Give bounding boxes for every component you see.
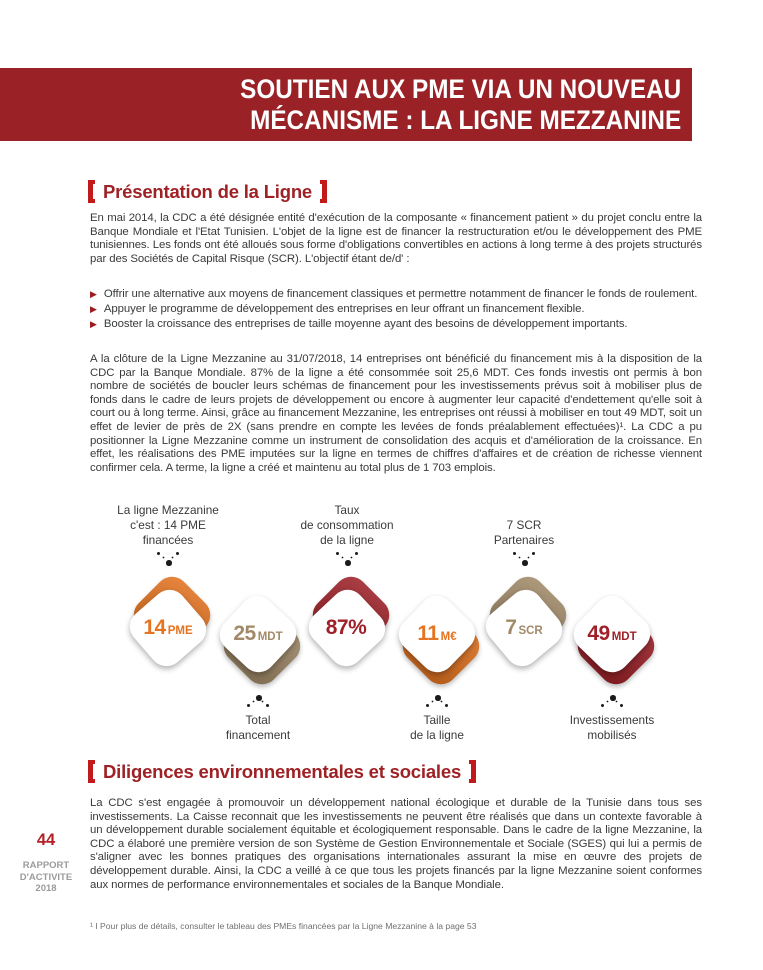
title-banner bbox=[0, 68, 692, 141]
infographic-bottom-label-investissements bbox=[532, 713, 692, 743]
label-line: de consommation bbox=[300, 518, 394, 532]
label-line: c'est : 14 PME bbox=[130, 518, 206, 532]
bracket-close-icon bbox=[469, 760, 476, 783]
bullet-text: Booster la croissance des entreprises de taille moyenne ayant des besoins de développement importants. bbox=[103, 318, 628, 331]
dots-connector-icon bbox=[243, 694, 273, 710]
dots-connector-icon bbox=[332, 551, 362, 567]
infographic-bottom-label-taille bbox=[357, 713, 517, 743]
infographic-top-label-pme bbox=[88, 503, 248, 548]
dots-connector-icon bbox=[153, 551, 183, 567]
list-item bbox=[90, 303, 702, 317]
bullet-list bbox=[90, 288, 702, 333]
list-item bbox=[90, 318, 702, 332]
stat-value: 11 bbox=[417, 622, 439, 645]
footnote: ¹ I Pour plus de détails, consulter le tableau des PMEs financées par la Ligne Mezzanine à la page 53 bbox=[90, 921, 477, 931]
section2-paragraph: La CDC s'est engagée à promouvoir un développement national écologique et durable de la Tunisie dans tous ses investissements. La Caisse reconnait que les investissements ne peuvent être réalisés que dans un contexte favorable à un développement durable socialement équitable et écologiquement responsable. Dans le cadre de la ligne Mezzanine, la CDC a élaboré une première version de son Système de Gestion Environnementale et Sociale (SGES) qui lui a permis de s'aligner avec les bonnes pratiques des organisations internationales assurant la mise en œuvre des projets de développement durable. Ainsi, la CDC a veillé à ce que tous les projets financés par la ligne Mezzanine soient conformes aux normes de performance environnementales et sociales de la Banque Mondiale. bbox=[90, 797, 702, 891]
dots-connector-icon bbox=[509, 551, 539, 567]
stat-unit: M€ bbox=[440, 631, 457, 643]
stat-value: 25 bbox=[233, 622, 256, 645]
stat-unit: MDT bbox=[257, 631, 283, 643]
page-number: 44 bbox=[36, 831, 56, 849]
arrow-bullet-icon: ▶ bbox=[90, 304, 97, 315]
stat-value: 87% bbox=[325, 616, 367, 639]
report-label-line: 2018 bbox=[35, 883, 57, 894]
label-line: de la ligne bbox=[410, 728, 464, 742]
infographic-top-label-scr bbox=[444, 518, 604, 548]
bullet-text: Appuyer le programme de développement des entreprises en leur offrant un financement flexible. bbox=[103, 303, 585, 316]
section1-heading bbox=[88, 180, 327, 203]
stat-value: 14 bbox=[143, 616, 166, 639]
diamond-value-label bbox=[554, 622, 670, 649]
banner-title-line1: SOUTIEN AUX PME VIA UN NOUVEAU bbox=[240, 73, 682, 104]
stat-unit: MDT bbox=[611, 631, 637, 643]
report-label bbox=[14, 860, 78, 895]
label-line: La ligne Mezzanine bbox=[117, 503, 219, 517]
section1-title: Présentation de la Ligne bbox=[103, 180, 313, 202]
bracket-close-icon bbox=[320, 180, 327, 203]
bracket-open-icon bbox=[88, 180, 95, 203]
stat-unit: PME bbox=[167, 625, 193, 637]
label-line: Taille bbox=[423, 713, 451, 727]
report-label-line: D'ACTIVITE bbox=[19, 871, 73, 883]
stat-unit: SCR bbox=[518, 625, 543, 637]
bullet-text: Offrir une alternative aux moyens de financement classiques et permettre notamment de financer le fonds de roulement. bbox=[103, 288, 698, 300]
label-line: de la ligne bbox=[320, 533, 374, 547]
banner-title-line2: MÉCANISME : LA LIGNE MEZZANINE bbox=[250, 104, 682, 135]
label-line: financées bbox=[142, 533, 194, 547]
list-item bbox=[90, 288, 702, 302]
infographic-bottom-label-financement bbox=[178, 713, 338, 743]
dots-connector-icon bbox=[597, 694, 627, 710]
section1-paragraph2: A la clôture de la Ligne Mezzanine au 31/07/2018, 14 entreprises ont bénéficié du financement mis à la disposition de la CDC par la Banque Mondiale. 87% de la ligne a été consommée soit 25,6 MDT. Ces fonds investis ont permis à bon nombre de sociétés de boucler leurs schémas de financement pour les investissements prévus soit à mobiliser plus de fonds dans le cadre de leurs projets de développement ou encore à augmenter leur capacité d'endettement qu'elle soit à court ou à long terme. Ainsi, grâce au financement Mezzanine, les entreprises ont réussi à mobiliser en tout 49 MDT, soit un effet de levier de près de 2X (sans prendre en compte les levées de fonds préalablement effectuées)¹. La CDC a pu positionner la Ligne Mezzanine comme un instrument de consolidation des acquis et d'amélioration de la croissance. En effet, les réalisations des PME imputées sur la ligne en termes de chiffres d'affaires et de création de richesse viennent confirmer cela. A terme, la ligne a créé et maintenu au total plus de 1 703 emplois. bbox=[90, 353, 702, 474]
section2-title: Diligences environnementales et sociales bbox=[103, 760, 462, 782]
label-line: Partenaires bbox=[493, 533, 555, 547]
infographic-top-label-taux bbox=[267, 503, 427, 548]
label-line: Total bbox=[245, 713, 271, 727]
section2-heading bbox=[88, 760, 476, 783]
dots-connector-icon bbox=[422, 694, 452, 710]
report-label-line: RAPPORT bbox=[22, 860, 70, 871]
stat-value: 7 bbox=[505, 616, 517, 639]
label-line: Taux bbox=[334, 503, 360, 517]
label-line: mobilisés bbox=[587, 728, 637, 742]
label-line: 7 SCR bbox=[506, 518, 542, 532]
label-line: financement bbox=[225, 728, 291, 742]
label-line: Investissements bbox=[569, 713, 655, 727]
arrow-bullet-icon: ▶ bbox=[90, 289, 97, 299]
stat-value: 49 bbox=[587, 622, 610, 645]
arrow-bullet-icon: ▶ bbox=[90, 319, 97, 330]
infographic-item-49-mdt bbox=[564, 582, 660, 678]
bracket-open-icon bbox=[88, 760, 95, 783]
section1-paragraph1: En mai 2014, la CDC a été désignée entité d'exécution de la composante « financement patient » du projet conclu entre la Banque Mondiale et l'Etat Tunisien. L'objet de la ligne est de financer la restructuration et/ou le développement des PME tunisiennes. Les fonds ont été alloués sous forme d'obligations convertibles en actions à long terme à des projets structurés par des Sociétés de Capital Risque (SCR). L'objectif étant de/d' : bbox=[90, 212, 702, 265]
